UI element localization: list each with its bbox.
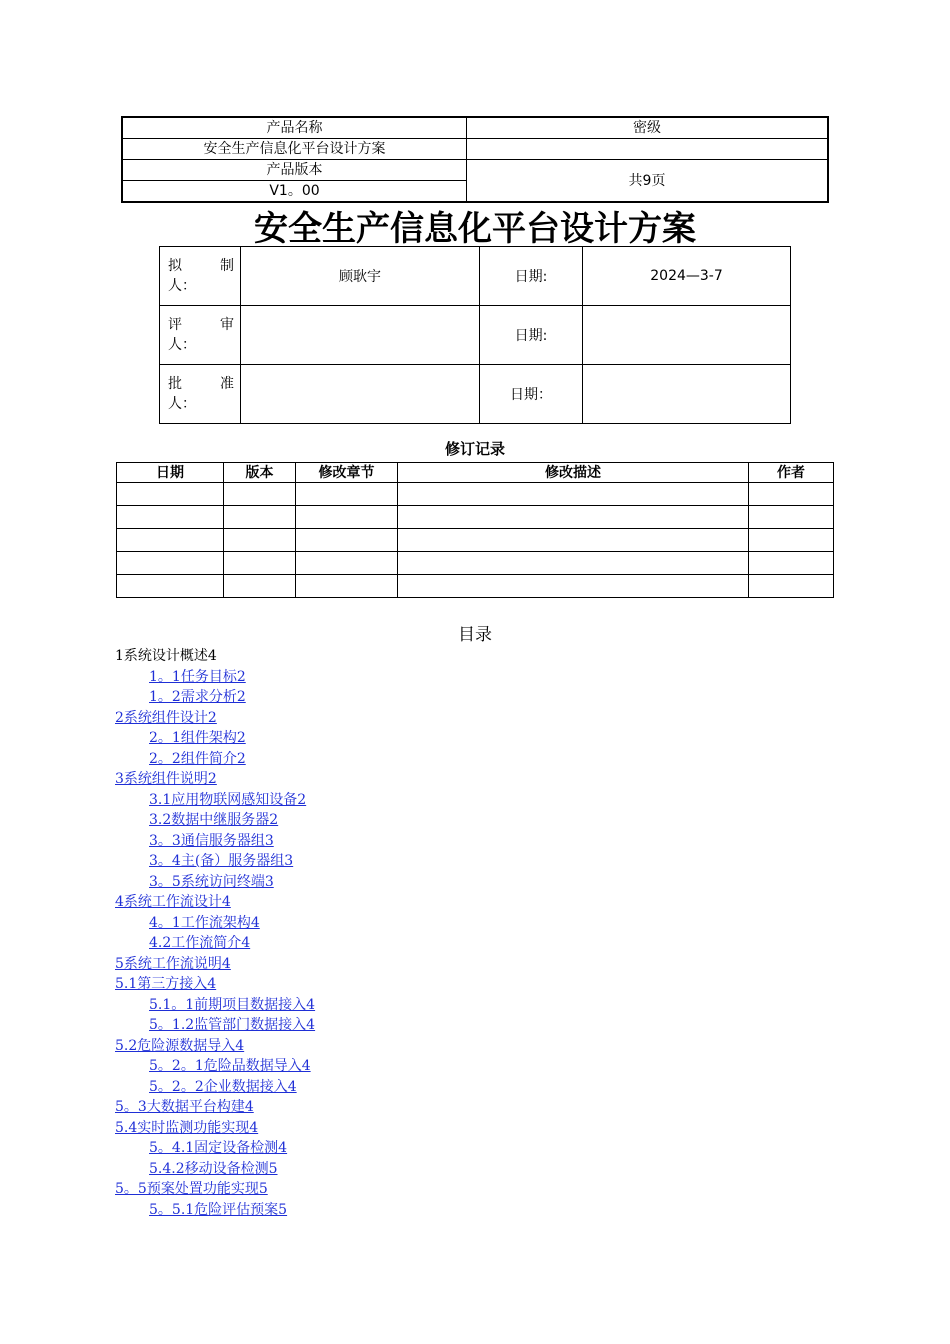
toc-link-1-2[interactable]: 1。2需求分析2 [149, 689, 246, 705]
approval-table [159, 246, 791, 424]
drafter-role-label [160, 247, 241, 306]
product-info-table [121, 116, 829, 203]
toc-link-3-4[interactable]: 3。4主(备）服务器组3 [149, 853, 294, 869]
table-row [117, 506, 834, 529]
toc-link-4[interactable]: 4系统工作流设计4 [115, 894, 231, 910]
reviewer-role-label [160, 306, 241, 365]
toc-link-2[interactable]: 2系统组件设计2 [115, 709, 217, 726]
approval-row-approver [160, 365, 791, 424]
approver-name [241, 365, 480, 424]
table-of-contents [115, 646, 315, 1220]
drafter-date-value: 2024—3-7 [583, 247, 791, 306]
drafter-name: 顾耿宇 [241, 247, 480, 306]
reviewer-role-line1: 评 审 [168, 317, 234, 333]
toc-link-5-1[interactable]: 5.1第三方接入4 [115, 976, 217, 992]
table-row [117, 552, 834, 575]
toc-link-5-5-1[interactable]: 5。5.1危险评估预案5 [149, 1201, 288, 1218]
drafter-role-line1: 拟 制 [168, 258, 234, 274]
reviewer-date-label: 日期: [480, 306, 583, 365]
toc-link-5-2-2[interactable]: 5。2。2企业数据接入4 [149, 1078, 297, 1095]
revision-header-row [117, 463, 834, 483]
approver-role-label [160, 365, 241, 424]
secret-level-label: 密级 [467, 117, 829, 139]
revision-col-date: 日期 [117, 463, 224, 483]
toc-link-5-1-1[interactable]: 5.1。1前期项目数据接入4 [149, 996, 316, 1013]
toc-link-3-5[interactable]: 3。5系统访问终端3 [149, 873, 274, 890]
reviewer-role-line2: 人： [168, 337, 196, 353]
toc-link-1-1[interactable]: 1。1任务目标2 [149, 668, 246, 685]
toc-link-3-1[interactable]: 3.1应用物联网感知设备2 [149, 791, 307, 808]
product-version-label: 产品版本 [122, 160, 467, 181]
reviewer-date-value [583, 306, 791, 365]
drafter-date-label: 日期: [480, 247, 583, 306]
revision-col-version: 版本 [224, 463, 296, 483]
table-row [117, 529, 834, 552]
revision-col-description: 修改描述 [398, 463, 749, 483]
approver-role-line1: 批 准 [168, 376, 234, 392]
toc-link-3-2[interactable]: 3.2数据中继服务器2 [149, 812, 279, 828]
toc-heading: 目录 [458, 625, 492, 645]
page-count: 共9页 [467, 160, 829, 203]
revision-heading: 修订记录 [444, 440, 505, 458]
toc-link-3-3[interactable]: 3。3通信服务器组3 [149, 832, 274, 849]
table-row [117, 575, 834, 598]
approval-row-reviewer [160, 306, 791, 365]
table-row [117, 483, 834, 506]
toc-link-5-1-2[interactable]: 5。1.2监管部门数据接入4 [149, 1017, 316, 1033]
document-title: 安全生产信息化平台设计方案 [254, 209, 696, 249]
drafter-role-line2: 人： [168, 278, 196, 294]
toc-link-5-5[interactable]: 5。5预案处置功能实现5 [115, 1181, 268, 1197]
toc-link-4-1[interactable]: 4。1工作流架构4 [149, 914, 260, 931]
reviewer-name [241, 306, 480, 365]
toc-link-5-4[interactable]: 5.4实时监测功能实现4 [115, 1119, 259, 1136]
toc-link-5-4-1[interactable]: 5。4.1固定设备检测4 [149, 1140, 288, 1156]
approver-date-label: 日期： [480, 365, 583, 424]
product-name-label: 产品名称 [122, 117, 467, 139]
secret-level-value [467, 139, 829, 160]
toc-link-5-2-1[interactable]: 5。2。1危险品数据导入4 [149, 1058, 311, 1074]
toc-link-4-2[interactable]: 4.2工作流简介4 [149, 935, 251, 951]
toc-link-3[interactable]: 3系统组件说明2 [115, 771, 217, 787]
toc-link-5-3[interactable]: 5。3大数据平台构建4 [115, 1099, 254, 1115]
toc-link-2-1[interactable]: 2。1组件架构2 [149, 730, 246, 746]
approver-role-line2: 人： [168, 396, 196, 412]
toc-link-2-2[interactable]: 2。2组件简介2 [149, 750, 246, 767]
approver-date-value [583, 365, 791, 424]
toc-entry-1: 1系统设计概述4 [115, 648, 217, 664]
toc-link-5-2[interactable]: 5.2危险源数据导入4 [115, 1037, 245, 1054]
product-version-value: V1。00 [122, 181, 467, 203]
approval-row-drafter [160, 247, 791, 306]
revision-table [116, 462, 834, 598]
toc-link-5-4-2[interactable]: 5.4.2移动设备检测5 [149, 1160, 278, 1177]
product-name-value: 安全生产信息化平台设计方案 [122, 139, 467, 160]
revision-col-section: 修改章节 [296, 463, 398, 483]
toc-link-5[interactable]: 5系统工作流说明4 [115, 955, 231, 972]
revision-col-author: 作者 [749, 463, 834, 483]
